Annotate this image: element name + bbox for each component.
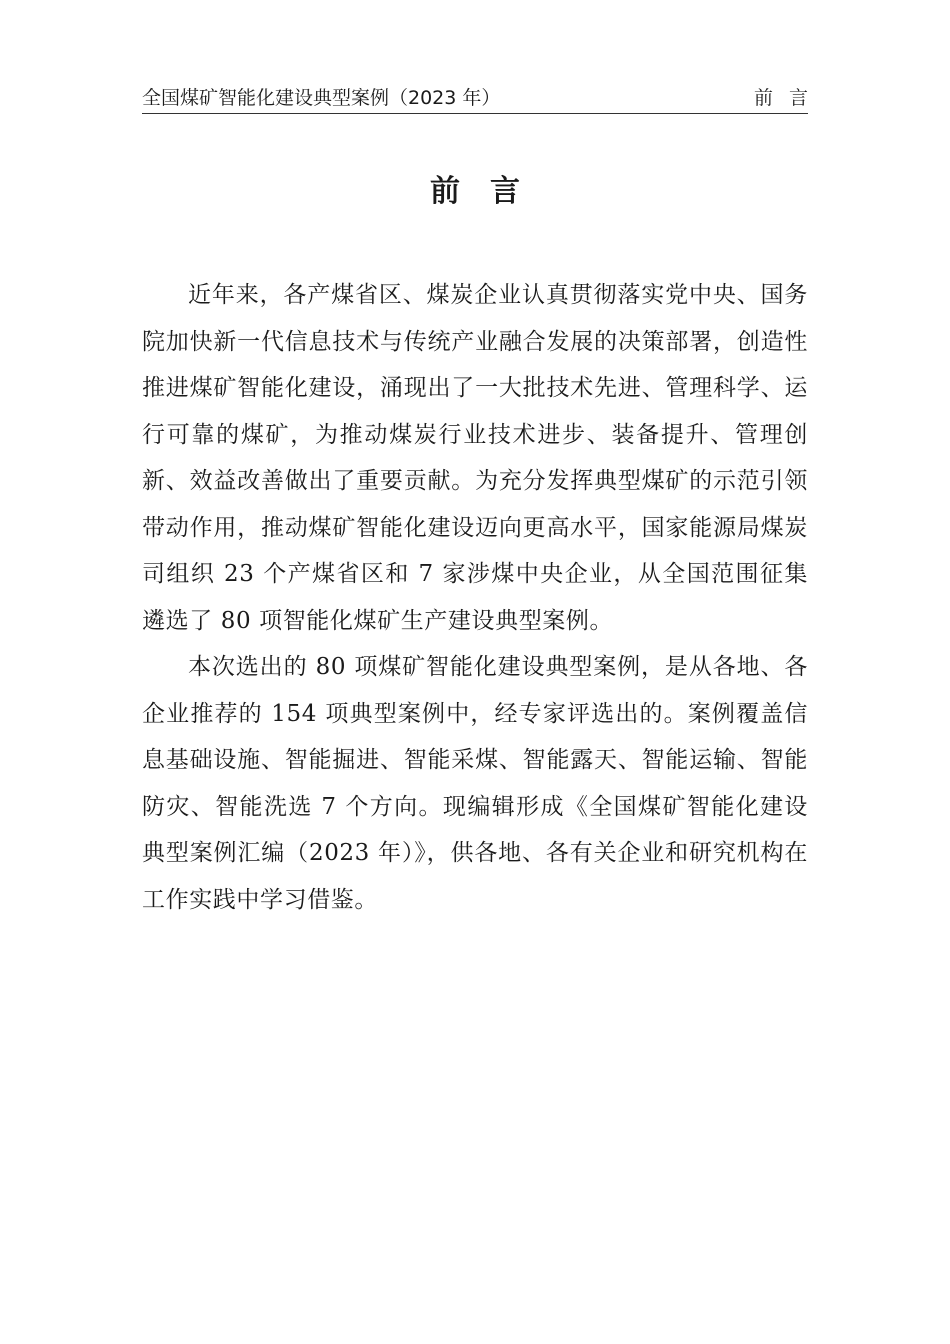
header-book-title: 全国煤矿智能化建设典型案例（2023 年）: [142, 87, 501, 109]
body-text: [142, 272, 808, 923]
paragraph-1: 近年来，各产煤省区、煤炭企业认真贯彻落实党中央、国务院加快新一代信息技术与传统产业融合发展的决策部署，创造性推进煤矿智能化建设，涌现出了一大批技术先进、管理科学、运行可靠的煤矿，为推动煤炭行业技术进步、装备提升、管理创新、效益改善做出了重要贡献。为充分发挥典型煤矿的示范引领带动作用，推动煤矿智能化建设迈向更高水平，国家能源局煤炭司组织 23 个产煤省区和 7 家涉煤中央企业，从全国范围征集遴选了 80 项智能化煤矿生产建设典型案例。: [142, 282, 808, 634]
running-header: [142, 84, 824, 112]
header-divider: [142, 113, 808, 114]
header-section-title: 前言: [753, 87, 824, 109]
paragraph-2: 本次选出的 80 项煤矿智能化建设典型案例，是从各地、各企业推荐的 154 项典型案例中，经专家评选出的。案例覆盖信息基础设施、智能掘进、智能采煤、智能露天、智能运输、智能防灾、智能洗选 7 个方向。现编辑形成《全国煤矿智能化建设典型案例汇编（2023 年）》，供各地、各有关企业和研究机构在工作实践中学习借鉴。: [142, 654, 808, 913]
page-title: 前言: [430, 174, 550, 209]
